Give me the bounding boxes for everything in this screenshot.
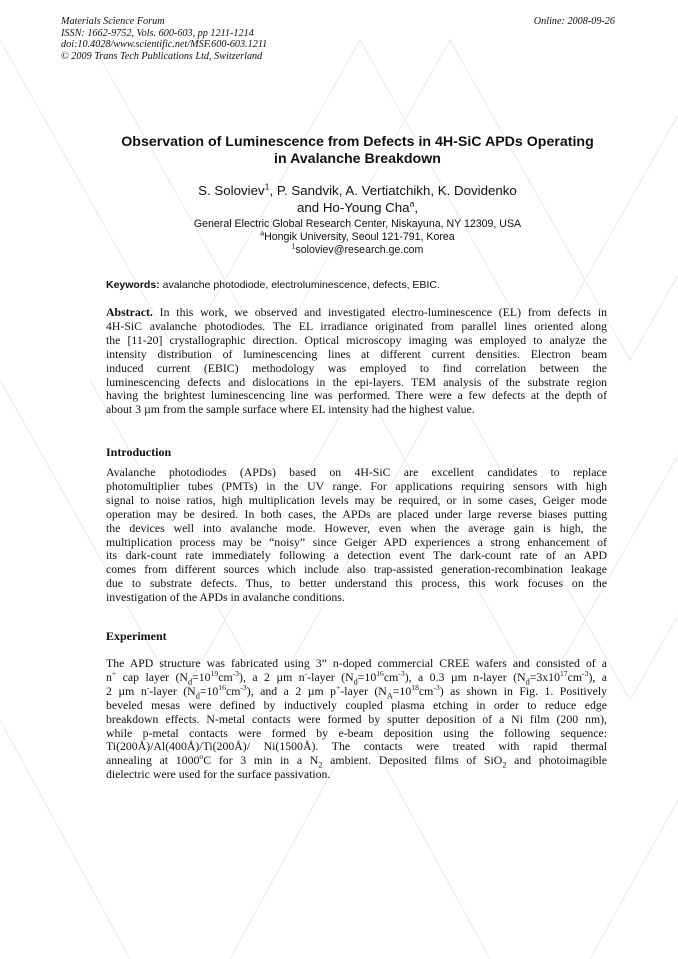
affiliations — [100, 218, 615, 258]
affiliation-ge: General Electric Global Research Center, Niskayuna, NY 12309, USA — [193, 218, 522, 230]
intro-line: Avalanche photodiodes (APDs) based on 4H-SiC are excellent candidates to replace — [106, 465, 607, 479]
intro-line: the devices well into avalanche mode. However, even when the average gain is high, the — [106, 520, 607, 535]
intro-line: due to substrate defects. Thus, to better understand this process, this work focuses on the — [106, 576, 607, 591]
journal-copyright: © 2009 Trans Tech Publications Ltd, Switzerland — [61, 50, 263, 62]
intro-line: operation may be desired. In both cases, the APDs are placed under large reverse biases putting — [106, 506, 607, 521]
intro-line: investigation of the APDs in avalanche conditions. — [106, 590, 345, 605]
affiliation-email — [100, 244, 615, 257]
abstract-line: induced current (EBIC) methodology was employed to find correlation between the — [106, 360, 607, 375]
keywords — [106, 279, 611, 292]
abstract-line: having the brightest luminescencing line was performed. There were a few defects at the depth of — [106, 388, 607, 403]
abstract-line: the [11-20] crystallographic direction. Optical microscopy imaging was employed to analyze the — [106, 332, 607, 347]
keywords-label: Keywords: — [106, 279, 160, 291]
exp-line: n+ cap layer $(N_d=10^{19}cm^{-3})$, a 2 µm n--layer $(N_d=10^{16}cm^{-3})$, a 0.3 µm n-layer $(N_d=3x10^{17}cm^{-3})$, a — [106, 668, 607, 687]
introduction-text — [106, 466, 607, 605]
author-cha: and Ho-Young Cha — [296, 200, 410, 215]
abstract-line: 4H-SiC avalanche photodiodes. The EL irradiance originated from parallel lines oriented along — [106, 318, 607, 333]
intro-line: its dark-count rate immediately following a detection event The dark-count rate of an APD — [106, 548, 607, 563]
exp-line: dielectric were used for the surface passivation. — [106, 767, 331, 782]
journal-issn: ISSN: 1662-9752, Vols. 600-603, pp 1211-1214 — [61, 27, 254, 39]
intro-line: signal to noise ratios, high multiplication levels may be required, or in some cases, Geiger mode — [106, 492, 607, 507]
exp-line: The APD structure was fabricated using 3” n-doped commercial CREE wafers and consisted of a — [106, 656, 607, 670]
title-line-2: in Avalanche Breakdown — [274, 151, 441, 167]
email-link[interactable]: soloviev@research.ge.com — [295, 244, 424, 257]
affiliation-mark: a — [260, 230, 265, 238]
title-line-1: Observation of Luminescence from Defects in 4H-SiC APDs Operating — [121, 134, 594, 150]
author-mark: 1 — [264, 181, 270, 192]
abstract-line: luminescencing defects and dislocations in the epi-layers. TEM analysis of the substrate region — [106, 374, 607, 389]
affiliation-mark: 1 — [291, 243, 296, 251]
author-list — [100, 182, 615, 216]
affiliation-hongik-text: Hongik University, Seoul 121-791, Korea — [264, 231, 455, 244]
online-date: Online: 2008-09-26 — [533, 16, 615, 27]
affiliation-hongik — [100, 231, 615, 244]
keywords-text: avalanche photodiode, electroluminescence, defects, EBIC. — [159, 279, 440, 291]
abstract — [106, 306, 607, 417]
authors-line-1 — [100, 182, 615, 199]
author-mark: a — [409, 198, 415, 209]
exp-line: breakdown effects. N-metal contacts were formed by sputter deposition of a Ni film (200 nm), — [106, 711, 607, 726]
exp-line: 2 µm n--layer $(N_d=10^{16}cm^{-3})$, and a 2 µm p+-layer $(N_A=10^{18}cm^{-3})$ as shown in Fig. 1. Positively — [106, 682, 607, 701]
paper-title — [100, 134, 615, 168]
authors-tail: , — [414, 200, 419, 215]
exp-line: while p-metal contacts were formed by e-beam deposition using the following sequence: — [106, 725, 607, 740]
journal-name: Materials Science Forum — [61, 16, 165, 27]
intro-line: photomultiplier tubes (PMTs) in the UV range. For applications requiring sensors with high — [106, 478, 607, 493]
journal-doi: doi:10.4028/www.scientific.net/MSF.600-603.1211 — [61, 39, 268, 50]
abstract-line: Abstract. In this work, we observed and investigated electro-luminescence (EL) from defects in — [106, 305, 607, 319]
intro-line: comes from different sources which include also trap-assisted generation-recombination leakage — [106, 562, 607, 577]
exp-line: beveled mesas were defined by inductively coupled plasma etching in order to reduce edge — [106, 697, 607, 712]
authors-rest: , P. Sandvik, A. Vertiatchikh, K. Dovidenko — [269, 183, 517, 198]
exp-line: Ti(200Å)/Al(400Å)/Ti(200Å)/ Ni(1500Å). The contacts were treated with rapid thermal — [106, 739, 607, 754]
abstract-line: intensity distribution of luminescencing lines at different current densities. Electron beam — [106, 346, 607, 361]
authors-line-2 — [100, 199, 615, 216]
abstract-line: about 3 µm from the sample surface where EL intensity had the highest value. — [106, 402, 475, 417]
experiment-heading: Experiment — [106, 629, 167, 643]
experiment-text — [106, 657, 607, 782]
author-soloviev: S. Soloviev — [198, 183, 265, 198]
journal-info — [61, 16, 267, 62]
abstract-label: Abstract. — [106, 305, 153, 319]
introduction-heading: Introduction — [106, 445, 172, 459]
exp-line: annealing at 1000$^o$C for 3 min in a $N_2$ ambient. Deposited films of SiO$_2$ and photoimagible — [106, 752, 607, 770]
intro-line: multiplication process may be “noisy” since Geiger APD experiences a strong enhancement of — [106, 534, 607, 549]
